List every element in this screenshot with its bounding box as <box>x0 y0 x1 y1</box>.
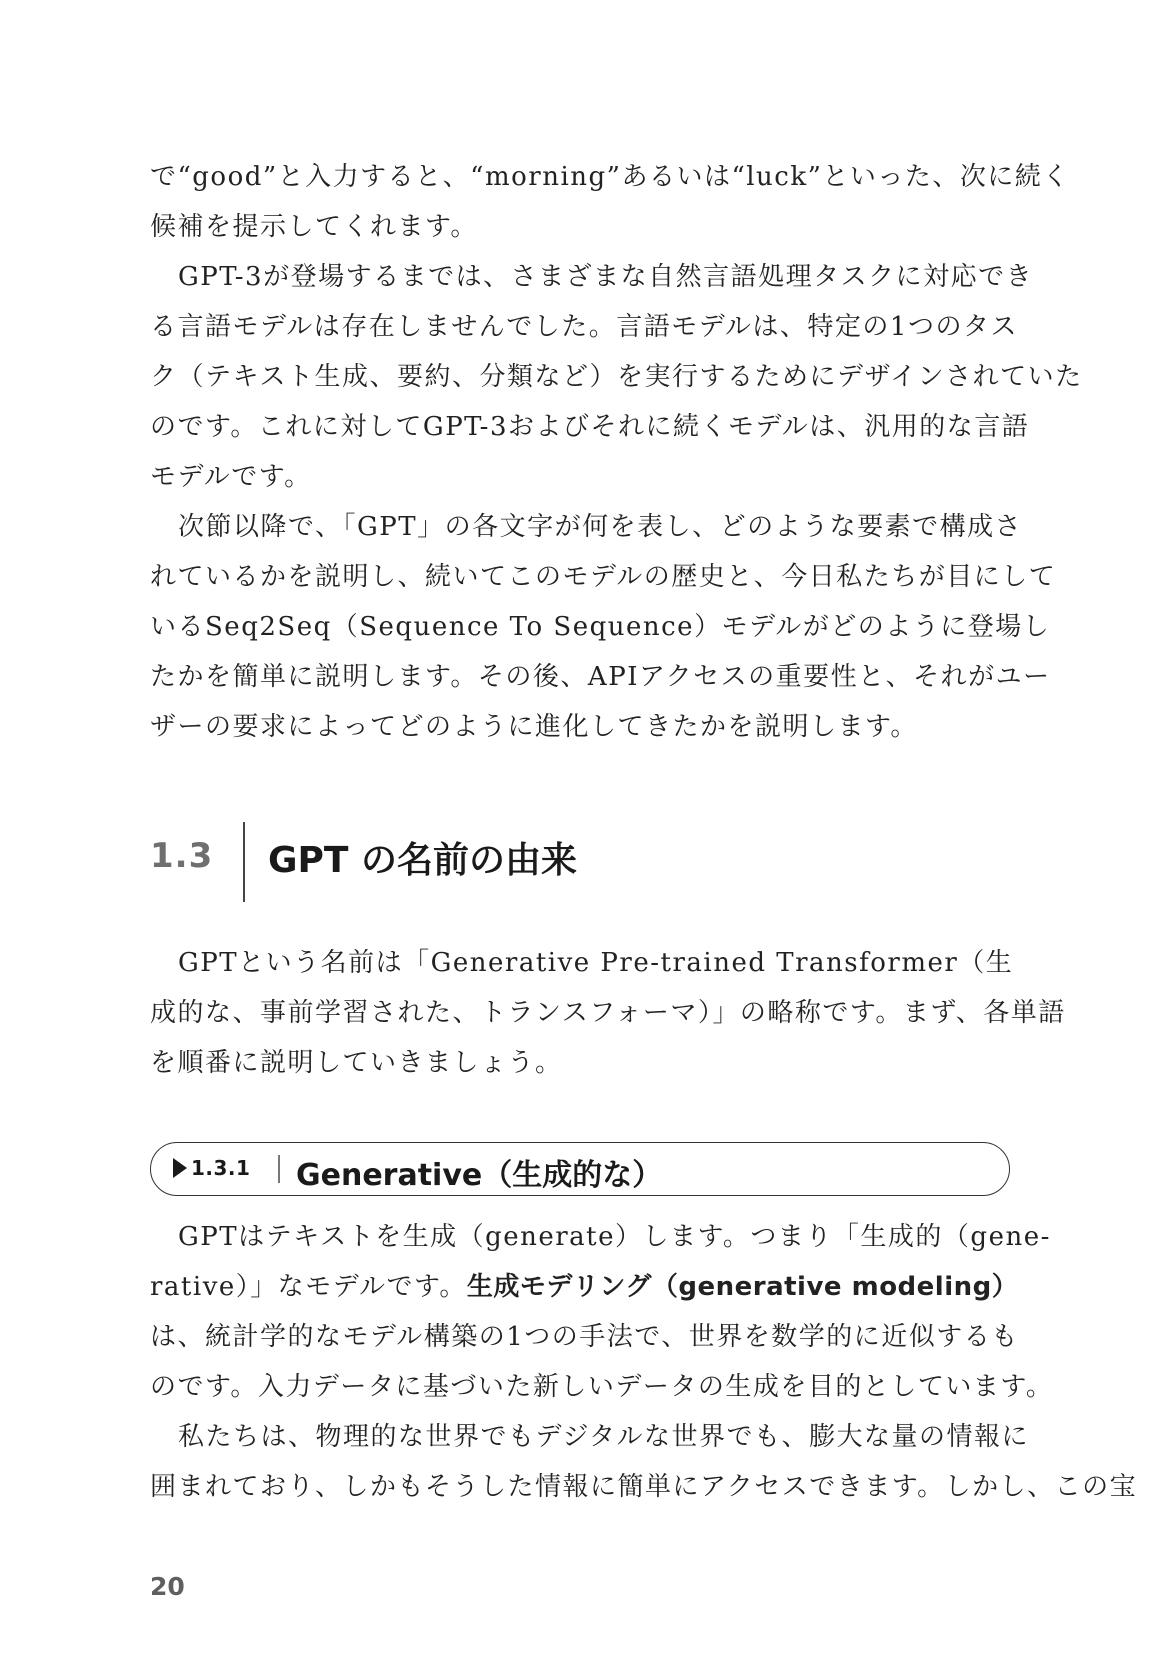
body-line: 私たちは、物理的な世界でもデジタルな世界でも、膨大な量の情報に <box>178 1422 1029 1452</box>
triangle-right-icon <box>173 1158 187 1178</box>
body-line: 候補を提示してくれます。 <box>150 212 478 242</box>
body-line: モデルです。 <box>150 462 312 492</box>
subsection-title: Generative（生成的な） <box>296 1158 663 1193</box>
body-line: GPTはテキストを生成（generate）します。つまり「生成的（gene- <box>178 1222 1051 1252</box>
section-number: 1.3 <box>150 836 214 876</box>
section-divider <box>243 822 245 902</box>
section-heading <box>150 822 1010 902</box>
body-line: 次節以降で、「GPT」の各文字が何を表し、どのような要素で構成さ <box>178 512 1023 542</box>
body-line: 成的な、事前学習された、トランスフォーマ）」の略称です。まず、各単語 <box>150 998 1066 1028</box>
subsection-number: 1.3.1 <box>191 1156 251 1180</box>
page-number: 20 <box>150 1572 185 1601</box>
body-line: いるSeq2Seq（Sequence To Sequence）モデルがどのように登場し <box>150 612 1051 642</box>
body-line: のです。これに対してGPT-3およびそれに続くモデルは、汎用的な言語 <box>150 412 1030 442</box>
body-line: る言語モデルは存在しませんでした。言語モデルは、特定の1つのタス <box>150 312 1018 342</box>
body-line: ク（テキスト生成、要約、分類など）を実行するためにデザインされていた <box>150 362 1083 392</box>
body-line: たかを簡単に説明します。その後、APIアクセスの重要性と、それがユー <box>150 662 1051 692</box>
subsection-divider <box>278 1155 280 1183</box>
body-line: のです。入力データに基づいた新しいデータの生成を目的としています。 <box>150 1372 1054 1402</box>
body-line: 囲まれており、しかもそうした情報に簡単にアクセスできます。しかし、この宝 <box>150 1472 1138 1502</box>
section-title: GPT の名前の由来 <box>268 840 578 881</box>
subsection-heading <box>150 1142 1010 1196</box>
body-line: を順番に説明していきましょう。 <box>150 1048 563 1078</box>
body-line: ザーの要求によってどのように進化してきたかを説明します。 <box>150 712 918 742</box>
intro-text <box>150 152 1083 752</box>
section-text <box>150 938 1066 1088</box>
body-text-run: rative）」なモデルです。 <box>150 1272 467 1302</box>
subsection-text <box>150 1212 1138 1512</box>
body-line: は、統計学的なモデル構築の1つの手法で、世界を数学的に近似するも <box>150 1322 1019 1352</box>
body-line: GPTという名前は「Generative Pre-trained Transformer（生 <box>178 948 1014 978</box>
term-generative-modeling: 生成モデリング（generative modeling） <box>466 1272 1019 1302</box>
body-line: で“good”と入力すると、“morning”あるいは“luck”といった、次に続く <box>150 162 1070 192</box>
body-line: GPT-3が登場するまでは、さまざまな自然言語処理タスクに対応でき <box>178 262 1034 292</box>
body-line-mixed <box>150 1262 1019 1312</box>
body-line: れているかを説明し、続いてこのモデルの歴史と、今日私たちが目にして <box>150 562 1057 592</box>
